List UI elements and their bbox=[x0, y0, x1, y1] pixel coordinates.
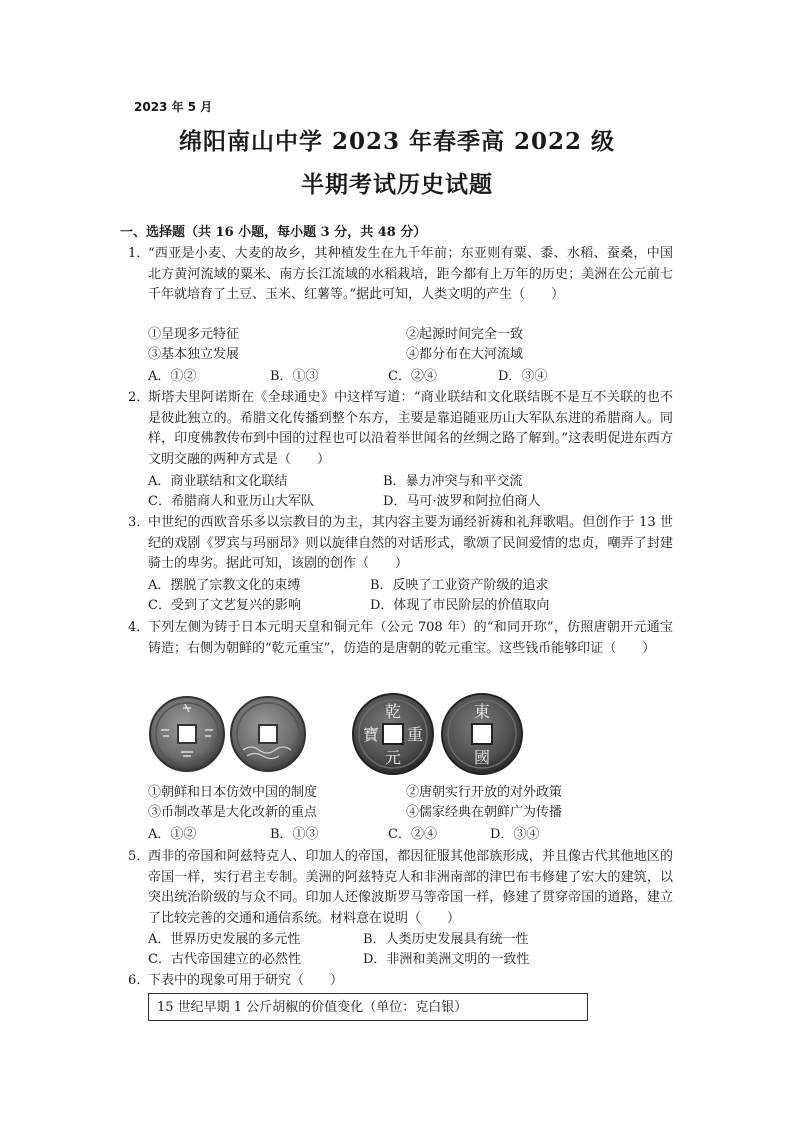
coin-char-left: 寶 bbox=[362, 725, 380, 744]
choice-c: C．②④ bbox=[388, 827, 437, 842]
statement-3: ③基本独立发展 bbox=[148, 347, 240, 362]
q4-statements bbox=[148, 783, 668, 825]
question-2 bbox=[128, 388, 673, 470]
table-caption: 15 世纪早期 1 公斤胡椒的价值变化（单位：克白银） bbox=[148, 993, 588, 1021]
choice-d: D．③④ bbox=[498, 369, 548, 384]
choice-d: D．③④ bbox=[490, 827, 540, 842]
statement-3: ③币制改革是大化改新的重点 bbox=[148, 805, 318, 820]
choice-b: B．暴力冲突与和平交流 bbox=[383, 474, 523, 489]
coin-char-right: 重 bbox=[406, 725, 424, 744]
question-stem: 下表中的现象可用于研究（ ） bbox=[148, 973, 344, 988]
q2-choices bbox=[148, 472, 668, 512]
choice-d: D．非洲和美洲文明的一致性 bbox=[363, 952, 530, 967]
coin-back-char-bottom: 國 bbox=[473, 748, 491, 767]
question-6 bbox=[128, 971, 673, 992]
japanese-coin-back bbox=[231, 697, 305, 771]
statement-1: ①呈现多元特征 bbox=[148, 327, 240, 342]
choice-a: A．①② bbox=[148, 369, 197, 384]
q5-choices bbox=[148, 930, 668, 970]
question-3 bbox=[128, 513, 673, 575]
coins-image bbox=[147, 690, 547, 780]
question-4 bbox=[128, 618, 673, 659]
statement-2: ②起源时间完全一致 bbox=[406, 327, 524, 342]
question-number: 4． bbox=[128, 620, 150, 635]
korean-coin-back bbox=[442, 694, 522, 774]
choice-b: B．①③ bbox=[270, 369, 319, 384]
choice-c: C．受到了文艺复兴的影响 bbox=[148, 598, 301, 613]
q1-statements bbox=[148, 325, 668, 367]
question-number: 5． bbox=[128, 849, 150, 864]
q3-choices bbox=[148, 576, 668, 616]
korean-coin-front bbox=[353, 694, 433, 774]
section-title: 一、选择题（共 16 小题，每小题 3 分，共 48 分） bbox=[120, 225, 427, 240]
question-5 bbox=[128, 847, 673, 929]
q1-choices bbox=[148, 367, 668, 387]
choice-c: C．②④ bbox=[388, 369, 437, 384]
choice-a: A．①② bbox=[148, 827, 197, 842]
statement-1: ①朝鲜和日本仿效中国的制度 bbox=[148, 785, 318, 800]
choice-c: C．古代帝国建立的必然性 bbox=[148, 952, 301, 967]
question-number: 6． bbox=[128, 973, 150, 988]
exam-title-line2: 半期考试历史试题 bbox=[301, 171, 493, 198]
question-stem: 西非的帝国和阿兹特克人、印加人的帝国，都因征服其他部族形成，并且像古代其他地区的帝国一样，实行君主专制。美洲的阿兹特克人和非洲南部的津巴布韦修建了宏大的建筑，以突出统治阶级的与众不同。印加人还像波斯罗马等帝国一样，修建了贯穿帝国的道路，建立了比较完善的交通和通信系统。材料意在说明（ ） bbox=[148, 849, 673, 926]
choice-b: B．①③ bbox=[270, 827, 319, 842]
coin-char-top: 乾 bbox=[384, 702, 402, 721]
japanese-coin-front bbox=[150, 697, 224, 771]
choice-a: A．商业联结和文化联结 bbox=[148, 474, 288, 489]
question-number: 3． bbox=[128, 515, 150, 530]
choice-b: B．反映了工业资产阶级的追求 bbox=[370, 578, 549, 593]
choice-d: D．马可·波罗和阿拉伯商人 bbox=[383, 494, 541, 509]
choice-d: D．体现了市民阶层的价值取向 bbox=[370, 598, 550, 613]
coin-back-char-top: 東 bbox=[473, 702, 491, 721]
choice-b: B．人类历史发展具有统一性 bbox=[363, 932, 529, 947]
statement-4: ④儒家经典在朝鲜广为传播 bbox=[406, 805, 563, 820]
question-number: 2． bbox=[128, 390, 150, 405]
exam-title-line1: 绵阳南山中学 2023 年春季高 2022 级 bbox=[178, 128, 616, 155]
question-stem: 下列左侧为铸于日本元明天皇和铜元年（公元 708 年）的“和同开珎”，仿照唐朝开元通宝铸造；右侧为朝鲜的“乾元重宝”，仿造的是唐朝的乾元重宝。这些钱币能够印证（ ） bbox=[148, 620, 673, 656]
choice-a: A．摆脱了宗教文化的束缚 bbox=[148, 578, 301, 593]
coin-char-bottom: 元 bbox=[384, 748, 402, 767]
question-stem: 斯塔夫里阿诺斯在《全球通史》中这样写道：“商业联结和文化联结既不是互不关联的也不是彼此独立的。希腊文化传播到整个东方，主要是靠追随亚历山大军队东进的希腊商人。同样，印度佛教传布到中国的过程也可以沿着举世闻名的丝绸之路了解到。”这表明促进东西方文明交融的两种方式是（ ） bbox=[148, 390, 673, 467]
question-number: 1． bbox=[128, 246, 150, 261]
question-1 bbox=[128, 244, 673, 306]
q4-choices bbox=[148, 825, 668, 845]
choice-a: A．世界历史发展的多元性 bbox=[148, 932, 301, 947]
choice-c: C．希腊商人和亚历山大军队 bbox=[148, 494, 314, 509]
statement-2: ②唐朝实行开放的对外政策 bbox=[406, 785, 563, 800]
statement-4: ④都分布在大河流域 bbox=[406, 347, 524, 362]
question-stem: “西亚是小麦、大麦的故乡，其种植发生在九千年前；东亚则有粟、黍、水稻、蚕桑，中国北方黄河流域的粟米、南方长江流域的水稻栽培，距今都有上万年的历史；美洲在公元前七千年就培育了土豆、玉米、红薯等。”据此可知，人类文明的产生（ ） bbox=[148, 246, 673, 302]
question-stem: 中世纪的西欧音乐多以宗教目的为主，其内容主要为诵经祈祷和礼拜歌唱。但创作于 13 世纪的戏剧《罗宾与玛丽昂》则以旋律自然的对话形式，歌颂了民间爱情的忠贞，嘲弄了封建骑士的卑劣。据此可知，该剧的创作（ ） bbox=[148, 515, 673, 571]
exam-date: 2023 年 5 月 bbox=[134, 100, 213, 114]
